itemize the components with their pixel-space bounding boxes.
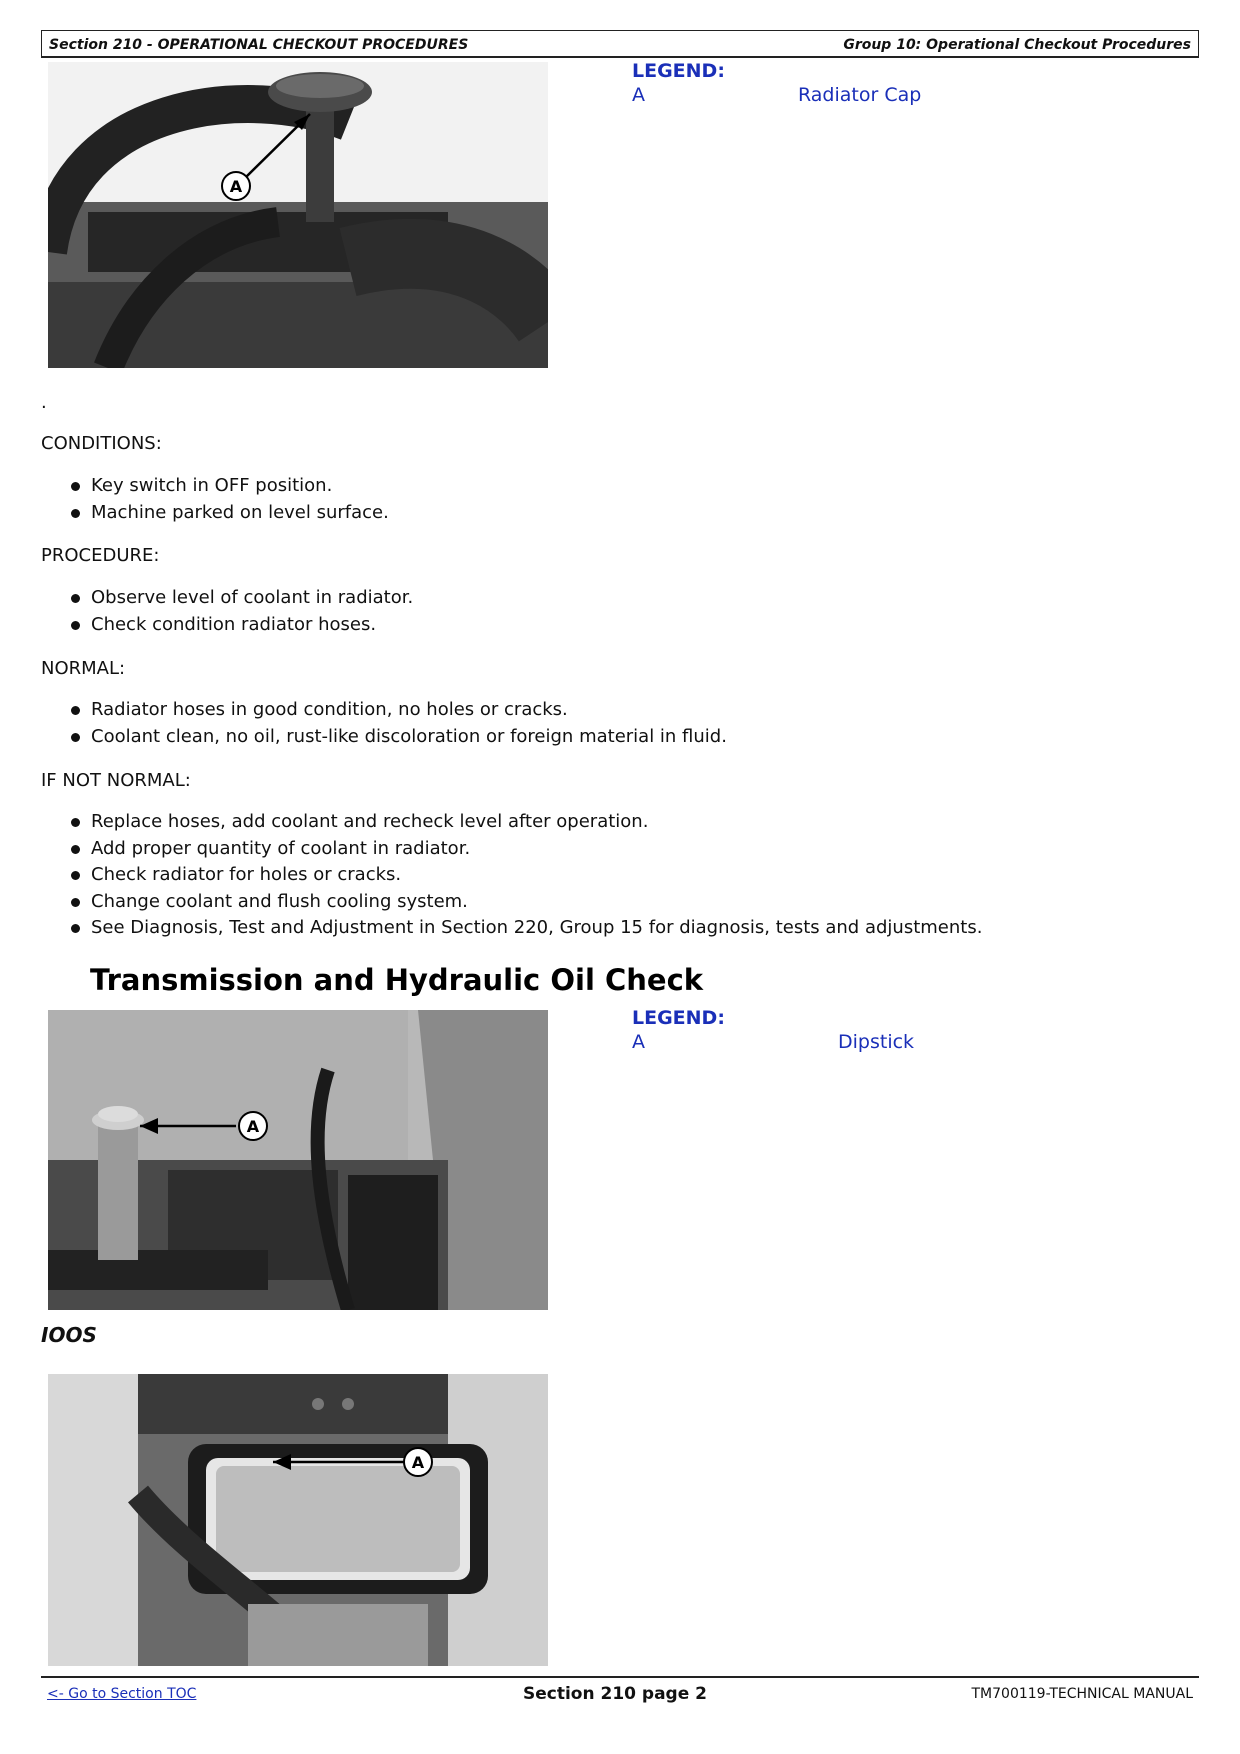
radiator-callout-label: A [229, 177, 243, 196]
cab-window-photo [48, 1374, 548, 1666]
list-item: Replace hoses, add coolant and recheck level after operation. [70, 809, 982, 836]
figure-caption: IOOS [41, 1323, 97, 1347]
conditions-label: CONDITIONS: [41, 433, 162, 454]
section-heading: Transmission and Hydraulic Oil Check [90, 963, 704, 997]
stray-mark: . [41, 392, 47, 413]
list-item: Observe level of coolant in radiator. [70, 585, 413, 612]
header-section-title: Section 210 - OPERATIONAL CHECKOUT PROCEDURES [49, 37, 469, 53]
radiator-cap-photo [48, 62, 548, 368]
legend-title: LEGEND: [632, 60, 725, 82]
dipstick-callout-label: A [246, 1117, 260, 1136]
if-not-normal-list [70, 809, 982, 942]
list-item: Check condition radiator hoses. [70, 612, 413, 639]
list-item: Add proper quantity of coolant in radiator. [70, 836, 982, 863]
cab-callout-label: A [411, 1453, 425, 1472]
legend-desc: Dipstick [838, 1031, 915, 1053]
legend-radiator [632, 60, 962, 108]
list-item: Check radiator for holes or cracks. [70, 862, 982, 889]
header-group-title: Group 10: Operational Checkout Procedures [843, 37, 1191, 53]
legend-key: A [632, 84, 645, 106]
page-number: Section 210 page 2 [523, 1684, 707, 1704]
legend-desc: Radiator Cap [798, 84, 922, 106]
list-item: Machine parked on level surface. [70, 500, 389, 527]
footer-divider [41, 1676, 1199, 1678]
normal-label: NORMAL: [41, 658, 126, 679]
procedure-list [70, 585, 413, 638]
manual-id: TM700119-TECHNICAL MANUAL [971, 1686, 1193, 1702]
dipstick-photo [48, 1010, 548, 1310]
section-toc-link[interactable]: <- Go to Section TOC [47, 1686, 197, 1702]
page-header [41, 30, 1199, 58]
legend-dipstick [632, 1007, 962, 1055]
list-item: Coolant clean, no oil, rust-like discoloration or foreign material in fluid. [70, 724, 727, 751]
list-item: Change coolant and flush cooling system. [70, 889, 982, 916]
if-not-normal-label: IF NOT NORMAL: [41, 770, 191, 791]
list-item: See Diagnosis, Test and Adjustment in Section 220, Group 15 for diagnosis, tests and adjustments. [70, 915, 982, 942]
conditions-list [70, 473, 389, 526]
normal-list [70, 697, 727, 750]
procedure-label: PROCEDURE: [41, 545, 160, 566]
legend-title: LEGEND: [632, 1007, 725, 1029]
list-item: Radiator hoses in good condition, no holes or cracks. [70, 697, 727, 724]
legend-key: A [632, 1031, 645, 1053]
list-item: Key switch in OFF position. [70, 473, 389, 500]
